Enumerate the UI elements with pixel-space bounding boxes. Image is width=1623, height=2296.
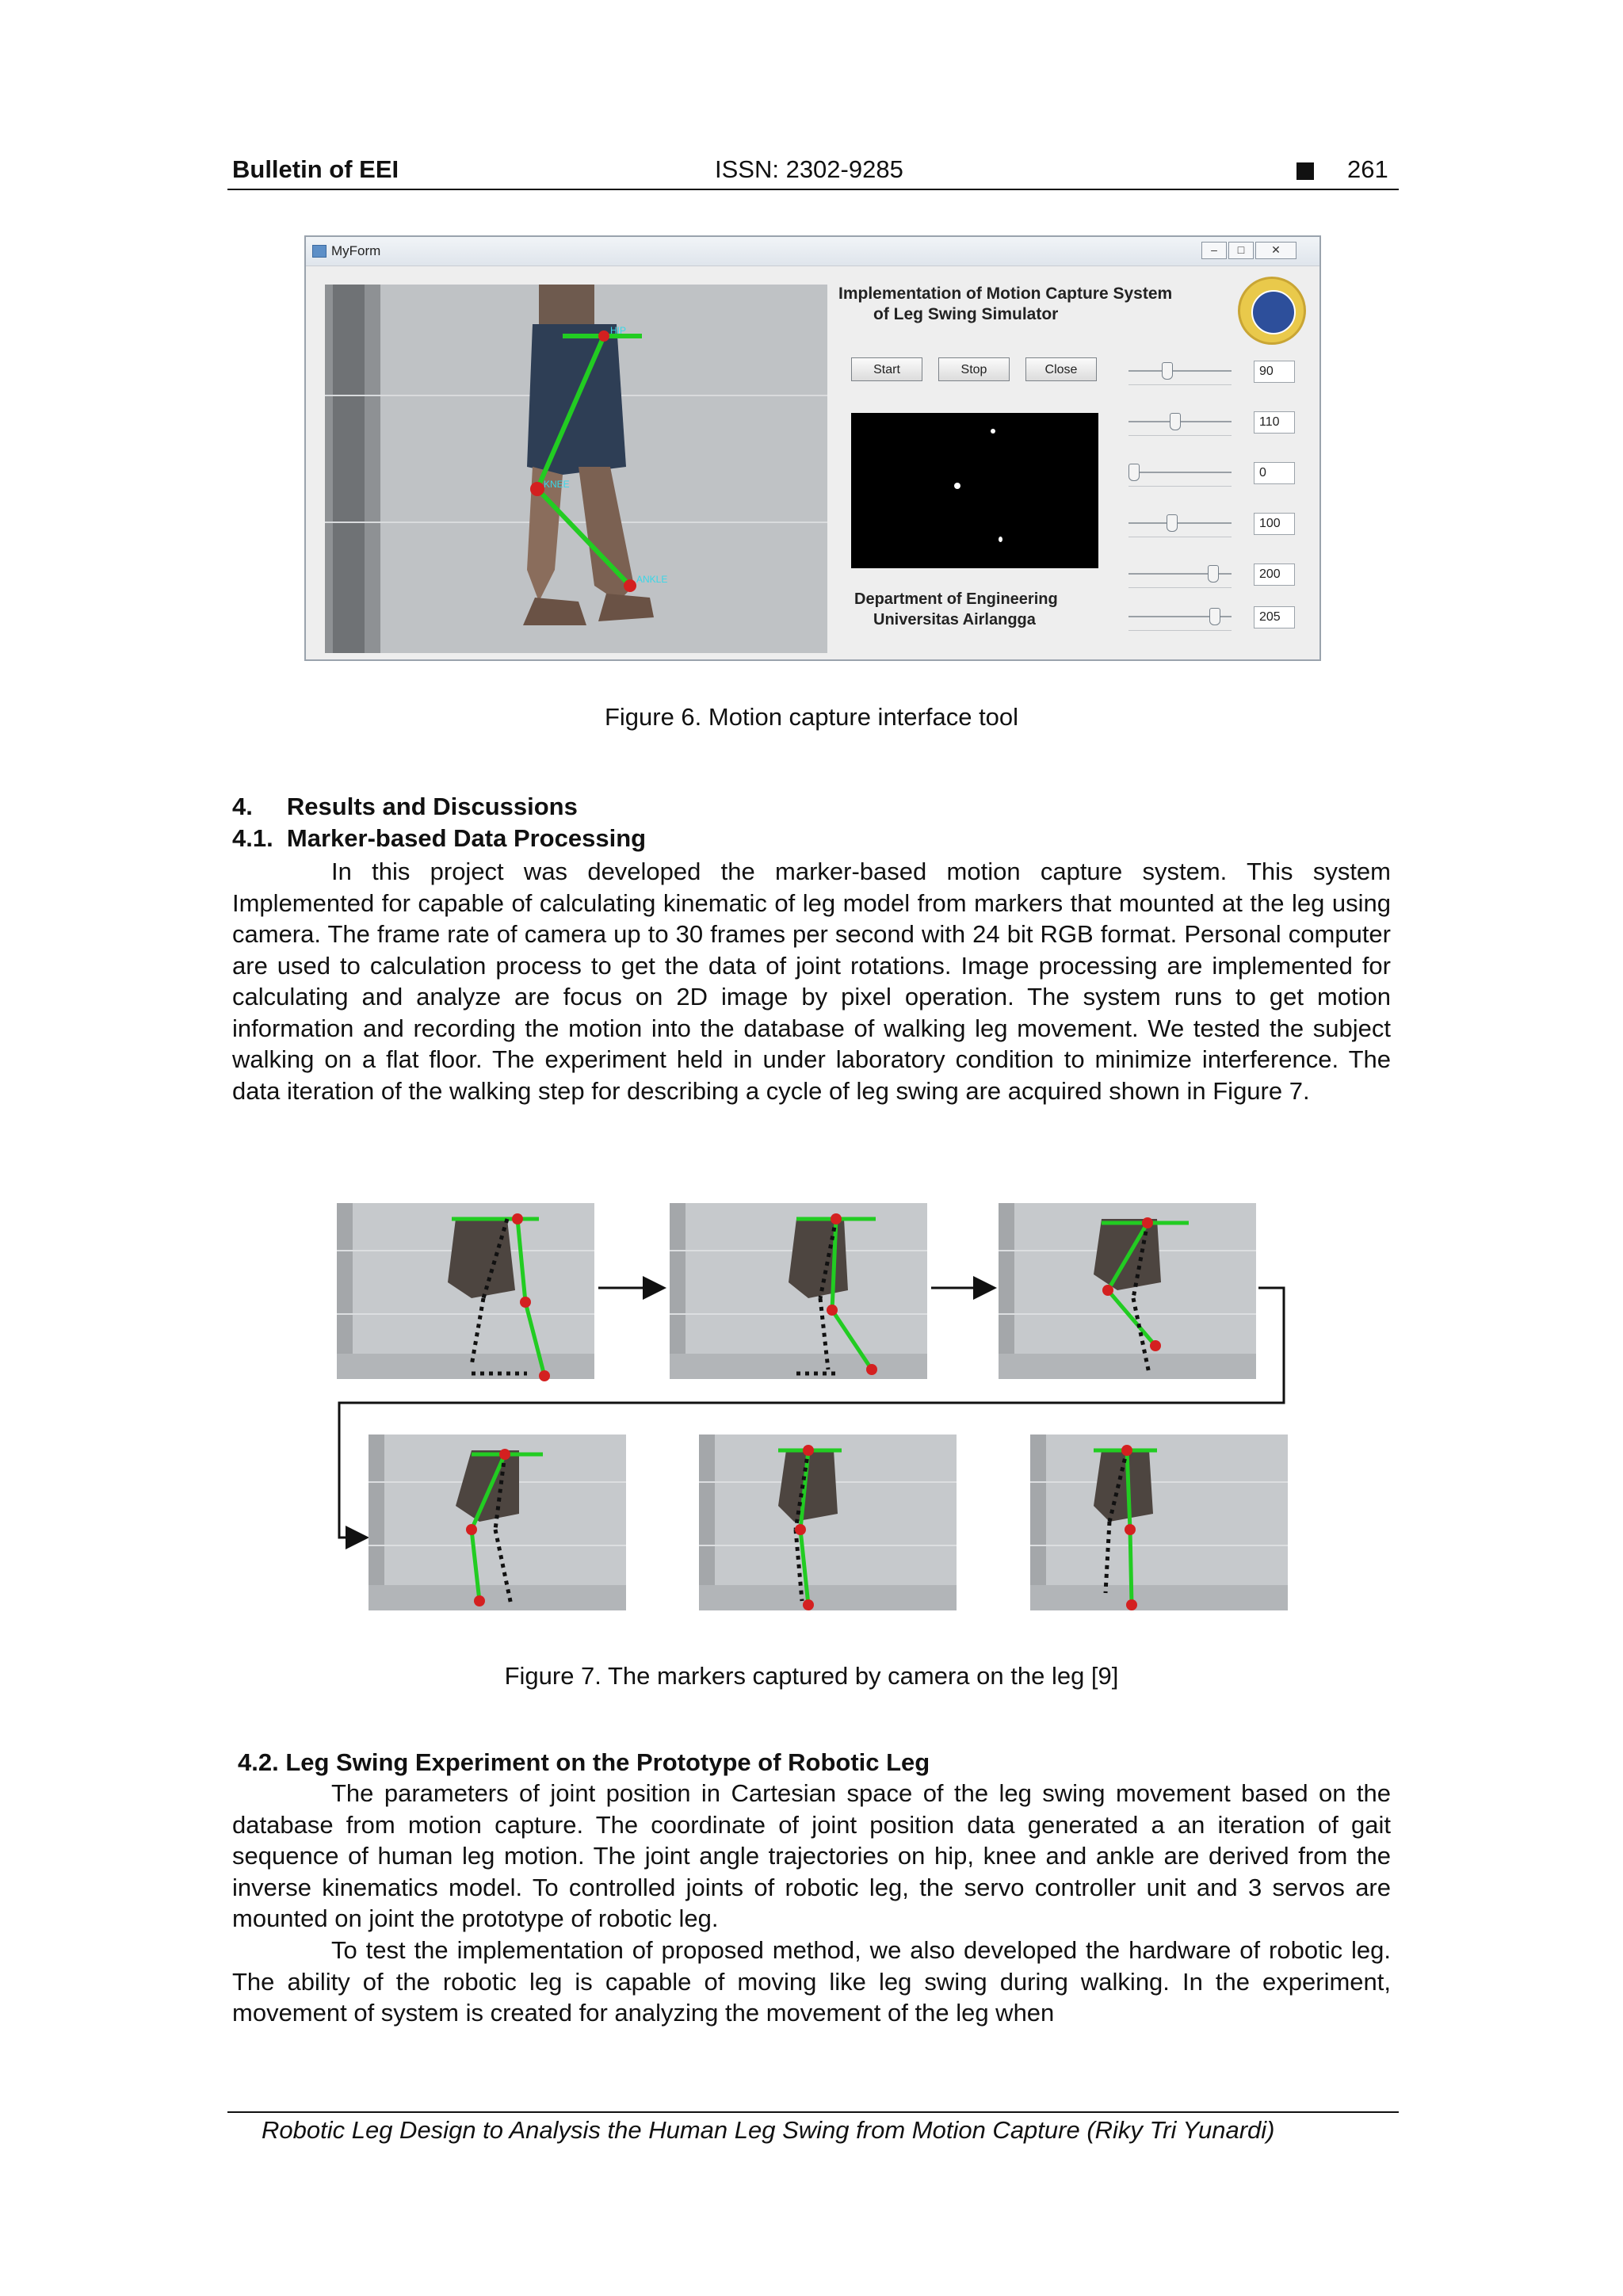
knee-marker-label: KNEE: [544, 479, 570, 490]
square-bullet-icon: [1296, 162, 1314, 180]
figure6-app-window: [304, 235, 1321, 661]
slider-2-value[interactable]: 110: [1254, 411, 1295, 434]
detected-marker: [954, 483, 960, 489]
slider-thumb[interactable]: [1209, 608, 1220, 625]
camera-scene: [325, 285, 827, 653]
camera-view: [325, 285, 827, 653]
journal-name: Bulletin of EEI: [232, 155, 399, 183]
minimize-icon[interactable]: –: [1201, 242, 1227, 259]
detected-marker: [999, 537, 1002, 542]
stop-button[interactable]: Stop: [938, 357, 1010, 381]
running-footer: Robotic Leg Design to Analysis the Human Leg Swing from Motion Capture (Riky Tri Yunardi): [262, 2116, 1275, 2144]
slider-6-value[interactable]: 205: [1254, 606, 1295, 628]
paragraph: To test the implementation of proposed method, we also developed the hardware of robotic leg. The ability of the robotic leg is capable of moving like leg swing during walking. In the experiment, movement of system is created for analyzing the movement of the leg when: [232, 1936, 1391, 2027]
frame-2: [670, 1203, 927, 1379]
marker-detection-view: [851, 413, 1098, 568]
app-heading-line1: Implementation of Motion Capture System: [838, 285, 1173, 303]
slider-1[interactable]: [1128, 361, 1239, 389]
frame-5: [699, 1435, 957, 1610]
paragraph: In this project was developed the marker-based motion capture system. This system Implemented for capable of calculating kinematic of leg model from markers that mounted at the leg using camera. The frame rate of camera up to 30 frames per second with 24 bit RGB format. Personal computer are used to calculation process to get the data of joint rotations. Image processing are implemented for calculating and analyze are focus on 2D image by pixel operation. The system runs to get motion information and recording the motion into the database of walking leg movement. We tested the subject walking on a flat floor. The experiment held in under laboratory condition to minimize interference. The data iteration of the walking step for describing a cycle of leg swing are acquired shown in Figure 7.: [232, 858, 1391, 1105]
close-window-icon[interactable]: ✕: [1255, 242, 1296, 259]
frame-3: [999, 1203, 1256, 1379]
app-heading-line2: of Leg Swing Simulator: [873, 305, 1059, 323]
slider-4-value[interactable]: 100: [1254, 513, 1295, 535]
page-number: 261: [1347, 155, 1388, 183]
form-icon: [312, 245, 327, 258]
figure7-frame-sequence: [333, 1197, 1292, 1617]
frame-6: [1030, 1435, 1288, 1610]
start-button[interactable]: Start: [851, 357, 922, 381]
slider-3-value[interactable]: 0: [1254, 462, 1295, 484]
slider-5-value[interactable]: 200: [1254, 563, 1295, 586]
university-logo-icon: [1238, 277, 1306, 345]
slider-thumb[interactable]: [1162, 362, 1173, 380]
section-heading: 4. Results and Discussions: [232, 793, 578, 820]
slider-thumb[interactable]: [1167, 514, 1178, 532]
subsection-heading: 4.2. Leg Swing Experiment on the Prototype of Robotic Leg: [238, 1748, 930, 1776]
slider-1-value[interactable]: 90: [1254, 361, 1295, 383]
header-rule: [227, 189, 1399, 190]
department-line2: Universitas Airlangga: [873, 611, 1036, 628]
figure7-diagram: [333, 1197, 1292, 1617]
issn: ISSN: 2302-9285: [715, 155, 903, 183]
subsection-heading: 4.1. Marker-based Data Processing: [232, 824, 647, 852]
slider-6[interactable]: [1128, 606, 1239, 635]
department-line1: Department of Engineering: [854, 590, 1058, 608]
close-button[interactable]: Close: [1025, 357, 1097, 381]
logo-center: [1251, 290, 1296, 334]
maximize-icon[interactable]: □: [1228, 242, 1254, 259]
frame-1: [337, 1203, 594, 1381]
hip-marker-label: HIP: [610, 325, 627, 336]
window-title: MyForm: [331, 243, 381, 258]
figure6-caption: Figure 6. Motion capture interface tool: [604, 703, 1019, 731]
slider-5[interactable]: [1128, 563, 1239, 592]
slider-3[interactable]: [1128, 462, 1239, 491]
window-titlebar: [306, 237, 1319, 266]
figure7-caption: Figure 7. The markers captured by camera on the leg [9]: [504, 1662, 1119, 1690]
slider-thumb[interactable]: [1170, 413, 1181, 430]
slider-thumb[interactable]: [1128, 464, 1140, 481]
detected-marker: [991, 429, 995, 434]
ankle-marker-label: ANKLE: [636, 574, 668, 585]
frame-4: [369, 1435, 626, 1610]
slider-thumb[interactable]: [1208, 565, 1219, 583]
paragraph: The parameters of joint position in Cartesian space of the leg swing movement based on the database from motion capture. The coordinate of joint position data generated a an iteration of gait sequence of human leg motion. The joint angle trajectories on hip, knee and ankle are derived from the inverse kinematics model. To controlled joints of robotic leg, the servo controller unit and 3 servos are mounted on joint the prototype of robotic leg.: [232, 1779, 1391, 1932]
slider-4[interactable]: [1128, 513, 1239, 541]
footer-rule: [227, 2111, 1399, 2113]
slider-2[interactable]: [1128, 411, 1239, 440]
